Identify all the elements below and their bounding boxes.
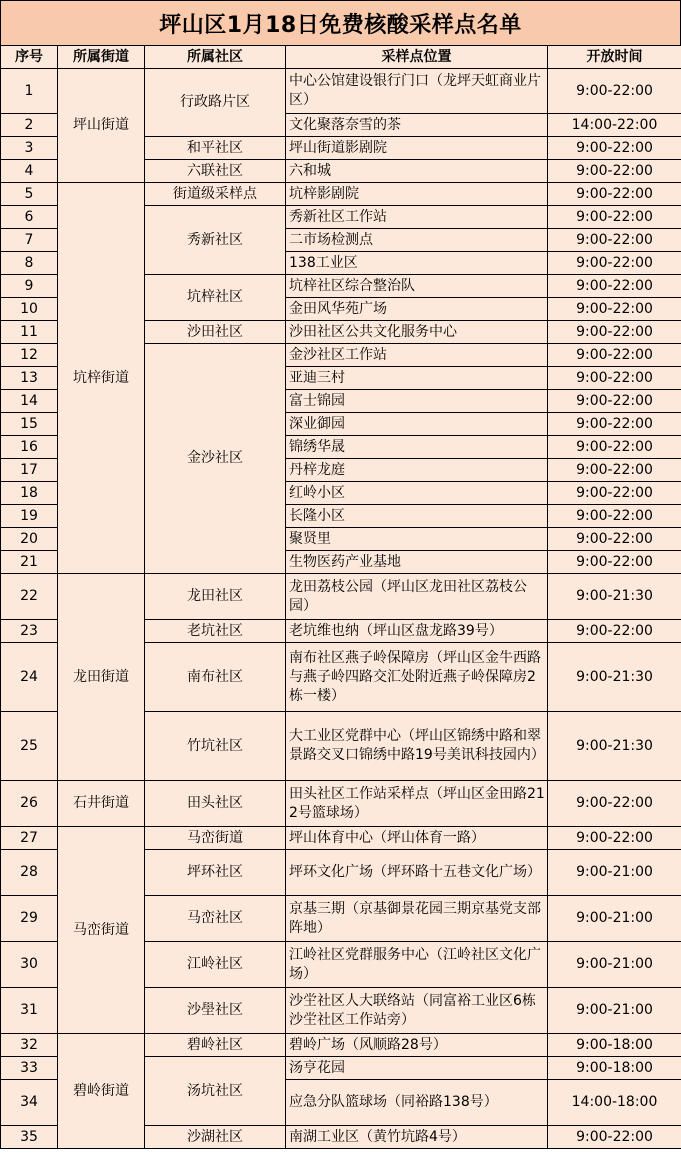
table-row xyxy=(1,827,681,850)
header-hours: 开放时间 xyxy=(548,46,681,69)
row-number: 34 xyxy=(1,1080,58,1126)
street-cell: 马峦街道 xyxy=(58,827,145,1034)
row-number: 33 xyxy=(1,1057,58,1080)
hours-cell: 9:00-22:00 xyxy=(548,160,681,183)
street-cell: 石井街道 xyxy=(58,781,145,827)
hours-cell: 9:00-22:00 xyxy=(548,436,681,459)
row-number: 28 xyxy=(1,850,58,896)
row-number: 16 xyxy=(1,436,58,459)
row-number: 11 xyxy=(1,321,58,344)
header-location: 采样点位置 xyxy=(286,46,548,69)
location-cell: 丹梓龙庭 xyxy=(286,459,548,482)
community-cell: 秀新社区 xyxy=(145,206,286,275)
table-row xyxy=(1,1034,681,1057)
location-cell: 锦绣华晟 xyxy=(286,436,548,459)
hours-cell: 9:00-22:00 xyxy=(548,390,681,413)
row-number: 23 xyxy=(1,620,58,643)
community-cell: 马峦社区 xyxy=(145,896,286,942)
row-number: 4 xyxy=(1,160,58,183)
community-cell: 汤坑社区 xyxy=(145,1057,286,1126)
location-cell: 汤亨花园 xyxy=(286,1057,548,1080)
row-number: 3 xyxy=(1,137,58,160)
location-cell: 138工业区 xyxy=(286,252,548,275)
hours-cell: 9:00-22:00 xyxy=(548,827,681,850)
hours-cell: 9:00-22:00 xyxy=(548,551,681,574)
location-cell: 金田风华苑广场 xyxy=(286,298,548,321)
row-number: 2 xyxy=(1,114,58,137)
community-cell: 金沙社区 xyxy=(145,344,286,574)
hours-cell: 9:00-22:00 xyxy=(548,1126,681,1149)
community-cell: 江岭社区 xyxy=(145,942,286,988)
location-cell: 大工业区党群中心（坪山区锦绣中路和翠景路交叉口锦绣中路19号美讯科技园内） xyxy=(286,712,548,781)
location-cell: 秀新社区工作站 xyxy=(286,206,548,229)
street-cell: 龙田街道 xyxy=(58,574,145,781)
hours-cell: 9:00-22:00 xyxy=(548,781,681,827)
community-cell: 碧岭社区 xyxy=(145,1034,286,1057)
hours-cell: 9:00-21:30 xyxy=(548,643,681,712)
page-title: 坪山区1月18日免费核酸采样点名单 xyxy=(0,0,681,46)
hours-cell: 14:00-22:00 xyxy=(548,114,681,137)
location-cell: 深业御园 xyxy=(286,413,548,436)
hours-cell: 9:00-22:00 xyxy=(548,206,681,229)
location-cell: 碧岭广场（风顺路28号） xyxy=(286,1034,548,1057)
table-row xyxy=(1,781,681,827)
location-cell: 京基三期（京基御景花园三期京基党支部阵地） xyxy=(286,896,548,942)
location-cell: 江岭社区党群服务中心（江岭社区文化广场） xyxy=(286,942,548,988)
row-number: 7 xyxy=(1,229,58,252)
row-number: 15 xyxy=(1,413,58,436)
hours-cell: 9:00-18:00 xyxy=(548,1034,681,1057)
hours-cell: 9:00-21:30 xyxy=(548,574,681,620)
location-cell: 坪环文化广场（坪环路十五巷文化广场） xyxy=(286,850,548,896)
row-number: 6 xyxy=(1,206,58,229)
street-cell: 碧岭街道 xyxy=(58,1034,145,1149)
table-row xyxy=(1,69,681,114)
row-number: 22 xyxy=(1,574,58,620)
community-cell: 沙湖社区 xyxy=(145,1126,286,1149)
location-cell: 坑梓社区综合整治队 xyxy=(286,275,548,298)
header-street: 所属街道 xyxy=(58,46,145,69)
row-number: 17 xyxy=(1,459,58,482)
hours-cell: 9:00-22:00 xyxy=(548,275,681,298)
row-number: 21 xyxy=(1,551,58,574)
hours-cell: 9:00-22:00 xyxy=(548,459,681,482)
location-cell: 长隆小区 xyxy=(286,505,548,528)
location-cell: 中心公馆建设银行门口（龙坪天虹商业片区） xyxy=(286,69,548,114)
row-number: 27 xyxy=(1,827,58,850)
hours-cell: 9:00-22:00 xyxy=(548,505,681,528)
row-number: 13 xyxy=(1,367,58,390)
hours-cell: 9:00-22:00 xyxy=(548,413,681,436)
sampling-sites-table xyxy=(0,45,681,1149)
row-number: 19 xyxy=(1,505,58,528)
row-number: 12 xyxy=(1,344,58,367)
hours-cell: 9:00-21:30 xyxy=(548,712,681,781)
community-cell: 马峦街道 xyxy=(145,827,286,850)
row-number: 25 xyxy=(1,712,58,781)
hours-cell: 9:00-22:00 xyxy=(548,344,681,367)
community-cell: 行政路片区 xyxy=(145,69,286,137)
hours-cell: 9:00-21:00 xyxy=(548,896,681,942)
row-number: 26 xyxy=(1,781,58,827)
location-cell: 坪山体育中心（坪山体育一路） xyxy=(286,827,548,850)
location-cell: 应急分队篮球场（同裕路138号） xyxy=(286,1080,548,1126)
location-cell: 富士锦园 xyxy=(286,390,548,413)
community-cell: 田头社区 xyxy=(145,781,286,827)
hours-cell: 9:00-22:00 xyxy=(548,137,681,160)
row-number: 31 xyxy=(1,988,58,1034)
hours-cell: 9:00-22:00 xyxy=(548,229,681,252)
header-community: 所属社区 xyxy=(145,46,286,69)
location-cell: 龙田荔枝公园（坪山区龙田社区荔枝公园） xyxy=(286,574,548,620)
community-cell: 沙壆社区 xyxy=(145,988,286,1034)
row-number: 18 xyxy=(1,482,58,505)
location-cell: 坑梓影剧院 xyxy=(286,183,548,206)
row-number: 1 xyxy=(1,69,58,114)
row-number: 32 xyxy=(1,1034,58,1057)
location-cell: 亚迪三村 xyxy=(286,367,548,390)
hours-cell: 9:00-22:00 xyxy=(548,367,681,390)
community-cell: 坪环社区 xyxy=(145,850,286,896)
community-cell: 和平社区 xyxy=(145,137,286,160)
location-cell: 生物医药产业基地 xyxy=(286,551,548,574)
location-cell: 六和城 xyxy=(286,160,548,183)
location-cell: 红岭小区 xyxy=(286,482,548,505)
hours-cell: 9:00-22:00 xyxy=(548,620,681,643)
hours-cell: 14:00-18:00 xyxy=(548,1080,681,1126)
location-cell: 沙坣社区人大联络站（同富裕工业区6栋沙坣社区工作站旁） xyxy=(286,988,548,1034)
hours-cell: 9:00-21:00 xyxy=(548,988,681,1034)
location-cell: 金沙社区工作站 xyxy=(286,344,548,367)
row-number: 24 xyxy=(1,643,58,712)
table-row xyxy=(1,183,681,206)
community-cell: 老坑社区 xyxy=(145,620,286,643)
community-cell: 南布社区 xyxy=(145,643,286,712)
row-number: 9 xyxy=(1,275,58,298)
community-cell: 沙田社区 xyxy=(145,321,286,344)
location-cell: 南布社区燕子岭保障房（坪山区金牛西路与燕子岭四路交汇处附近燕子岭保障房2栋一楼） xyxy=(286,643,548,712)
location-cell: 老坑维也纳（坪山区盘龙路39号） xyxy=(286,620,548,643)
community-cell: 竹坑社区 xyxy=(145,712,286,781)
hours-cell: 9:00-22:00 xyxy=(548,528,681,551)
hours-cell: 9:00-21:00 xyxy=(548,850,681,896)
hours-cell: 9:00-22:00 xyxy=(548,183,681,206)
street-cell: 坑梓街道 xyxy=(58,183,145,574)
row-number: 30 xyxy=(1,942,58,988)
community-cell: 六联社区 xyxy=(145,160,286,183)
location-cell: 沙田社区公共文化服务中心 xyxy=(286,321,548,344)
street-cell: 坪山街道 xyxy=(58,69,145,183)
location-cell: 坪山街道影剧院 xyxy=(286,137,548,160)
location-cell: 聚贤里 xyxy=(286,528,548,551)
hours-cell: 9:00-21:00 xyxy=(548,942,681,988)
hours-cell: 9:00-22:00 xyxy=(548,69,681,114)
header-row xyxy=(1,46,681,69)
hours-cell: 9:00-22:00 xyxy=(548,482,681,505)
row-number: 5 xyxy=(1,183,58,206)
community-cell: 龙田社区 xyxy=(145,574,286,620)
row-number: 29 xyxy=(1,896,58,942)
row-number: 10 xyxy=(1,298,58,321)
location-cell: 田头社区工作站采样点（坪山区金田路212号篮球场） xyxy=(286,781,548,827)
hours-cell: 9:00-18:00 xyxy=(548,1057,681,1080)
header-number: 序号 xyxy=(1,46,58,69)
location-cell: 南湖工业区（黄竹坑路4号） xyxy=(286,1126,548,1149)
row-number: 8 xyxy=(1,252,58,275)
community-cell: 坑梓社区 xyxy=(145,275,286,321)
hours-cell: 9:00-22:00 xyxy=(548,298,681,321)
hours-cell: 9:00-22:00 xyxy=(548,321,681,344)
row-number: 20 xyxy=(1,528,58,551)
row-number: 35 xyxy=(1,1126,58,1149)
hours-cell: 9:00-22:00 xyxy=(548,252,681,275)
row-number: 14 xyxy=(1,390,58,413)
table-row xyxy=(1,574,681,620)
community-cell: 街道级采样点 xyxy=(145,183,286,206)
location-cell: 文化聚落奈雪的茶 xyxy=(286,114,548,137)
location-cell: 二市场检测点 xyxy=(286,229,548,252)
